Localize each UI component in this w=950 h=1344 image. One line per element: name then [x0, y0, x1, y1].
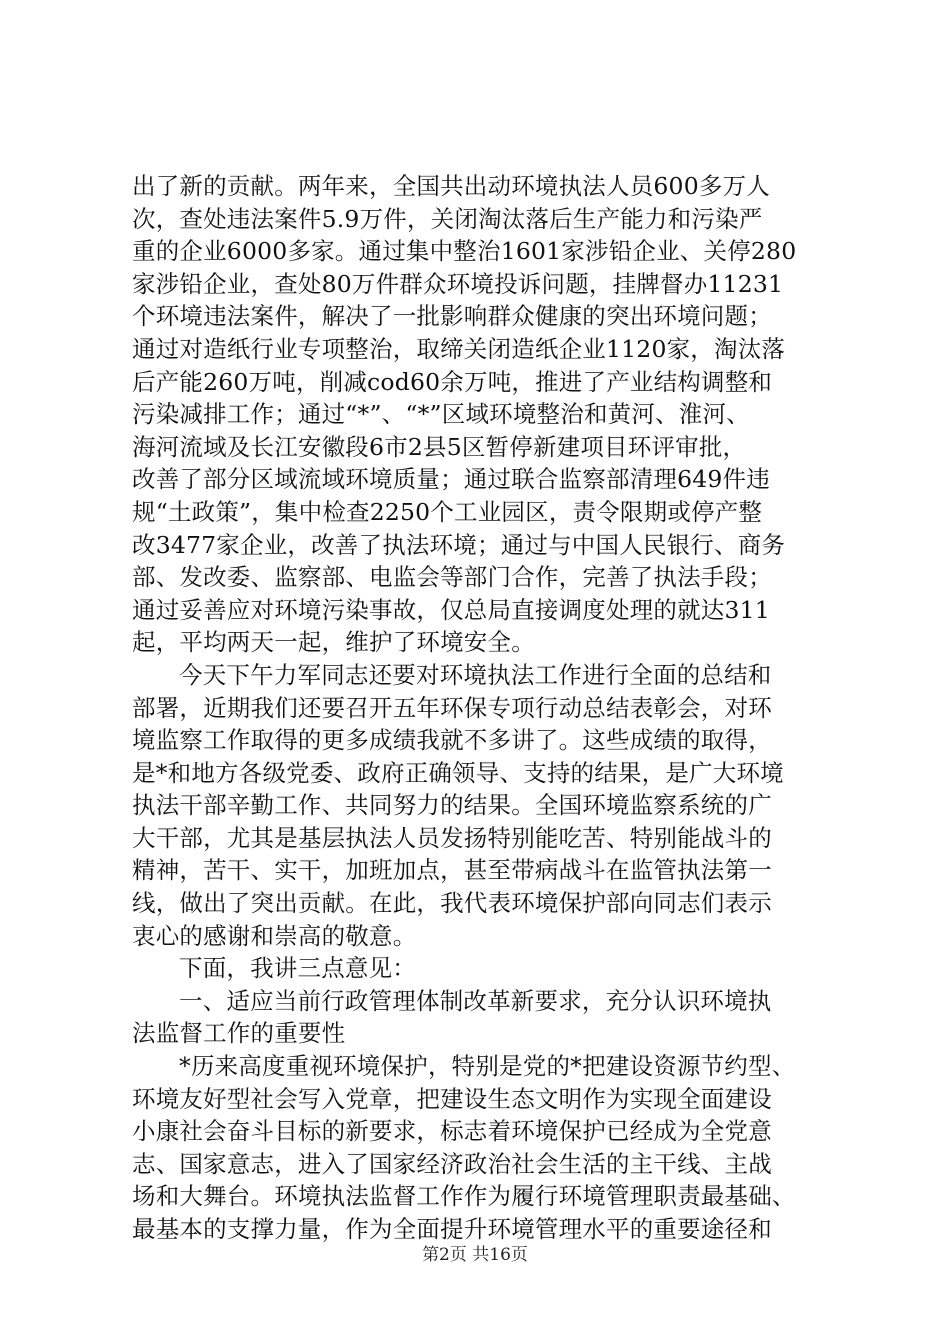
text-line: 环境友好型社会写入党章，把建设生态文明作为实现全面建设	[132, 1084, 772, 1113]
text-line: 通过对造纸行业专项整治，取缔关闭造纸企业1120家，淘汰落	[132, 334, 786, 363]
text-line: 后产能260万吨，削减cod60余万吨，推进了产业结构调整和	[132, 367, 773, 396]
text-line: 最基本的支撑力量，作为全面提升环境管理水平的重要途径和	[132, 1215, 772, 1243]
text-line: 执法干部辛勤工作、共同努力的结果。全国环境监察系统的广	[132, 791, 772, 820]
text-line: 线，做出了突出贡献。在此，我代表环境保护部向同志们表示	[132, 889, 772, 918]
text-line: 小康社会奋斗目标的新要求，标志着环境保护已经成为全党意	[132, 1117, 772, 1146]
text-line: 污染减排工作；通过“*”、“*”区域环境整治和黄河、淮河、	[132, 400, 750, 429]
page-footer: 第2页 共16页	[422, 1245, 528, 1265]
text-line: 个环境违法案件，解决了一批影响群众健康的突出环境问题；	[132, 302, 772, 331]
text-line: 规“土政策”，集中检查2250个工业园区，责令限期或停产整	[132, 497, 763, 526]
text-line: 重的企业6000多家。通过集中整治1601家涉铅企业、关停280	[132, 237, 797, 266]
text-line: 起，平均两天一起，维护了环境安全。	[132, 628, 535, 657]
text-line: 下面，我讲三点意见：	[179, 954, 416, 983]
text-line: 衷心的感谢和崇高的敬意。	[132, 921, 417, 950]
text-line: 改善了部分区域流域环境质量；通过联合监察部清理649件违	[132, 465, 770, 494]
text-line: 家涉铅企业，查处80万件群众环境投诉问题，挂牌督办11231	[132, 269, 784, 298]
text-line: 法监督工作的重要性	[132, 1019, 346, 1048]
text-line: 海河流域及长江安徽段6市2县5区暂停新建项目环评审批，	[132, 432, 747, 461]
text-line: 部、发改委、监察部、电监会等部门合作，完善了执法手段；	[132, 563, 772, 592]
text-line: 一、适应当前行政管理体制改革新要求，充分认识环境执	[179, 986, 772, 1015]
text-line: 志、国家意志，进入了国家经济政治社会生活的主干线、主战	[132, 1149, 772, 1178]
text-line: 次，查处违法案件5.9万件，关闭淘汰落后生产能力和污染严	[132, 204, 763, 233]
text-line: 部署，近期我们还要召开五年环保专项行动总结表彰会，对环	[132, 693, 772, 722]
body-text	[132, 170, 832, 1246]
text-line: *历来高度重视环境保护，特别是党的*把建设资源节约型、	[179, 1052, 796, 1081]
text-line: 今天下午力军同志还要对环境执法工作进行全面的总结和	[179, 660, 772, 689]
text-line: 大干部，尤其是基层执法人员发扬特别能吃苦、特别能战斗的	[132, 823, 772, 852]
text-line: 境监察工作取得的更多成绩我就不多讲了。这些成绩的取得，	[132, 726, 772, 755]
text-line: 场和大舞台。环境执法监督工作作为履行环境管理职责最基础、	[132, 1182, 796, 1211]
text-line: 改3477家企业，改善了执法环境；通过与中国人民银行、商务	[132, 530, 786, 559]
text-line: 通过妥善应对环境污染事故，仅总局直接调度处理的就达311	[132, 595, 770, 624]
text-line: 是*和地方各级党委、政府正确领导、支持的结果，是广大环境	[132, 758, 784, 787]
text-line: 出了新的贡献。两年来，全国共出动环境执法人员600多万人	[132, 172, 770, 200]
text-line: 精神，苦干、实干，加班加点，甚至带病战斗在监管执法第一	[132, 856, 772, 885]
